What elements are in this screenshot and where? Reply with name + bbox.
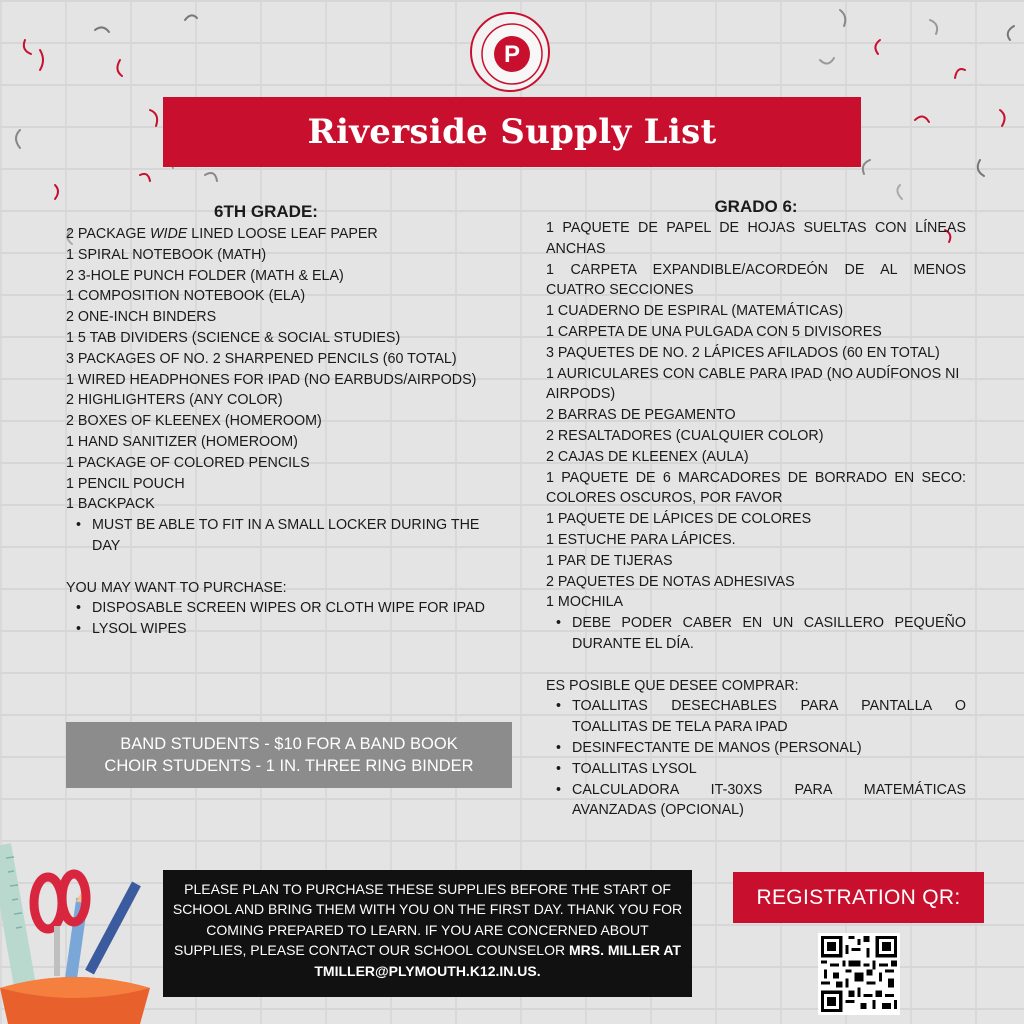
optional-item: • CALCULADORA IT-30XS PARA MATEMÁTICAS AVANZADAS (OPCIONAL) [546,780,966,822]
optional-item: • TOALLITAS LYSOL [546,759,966,780]
spanish-heading: GRADO 6: [714,197,798,216]
list-item: 1 AURICULARES CON CABLE PARA IPAD (NO AUDÍFONOS NI AIRPODS) [546,365,960,403]
choir-line: CHOIR STUDENTS - 1 IN. THREE RING BINDER [104,757,474,775]
school-logo-icon [470,12,550,92]
list-item: 1 PAQUETE DE PAPEL DE HOJAS SUELTAS CON LÍNEAS ANCHAS [546,220,966,257]
notice-text: PLEASE PLAN TO PURCHASE THESE SUPPLIES BEFORE THE START OF SCHOOL AND BRING THEM WITH YOU ON THE FIRST DAY. THANK YOU FOR COMING PREPARED TO LEARN. IF YOU ARE CONCERNED ABOUT SUPPLIES, PLEASE CONTACT OUR SCHOOL COUNSELOR [172,881,683,959]
backpack-note: • MUST BE ABLE TO FIT IN A SMALL LOCKER DURING THE DAY [66,515,486,557]
optional-item: • DESINFECTANTE DE MANOS (PERSONAL) [546,738,966,759]
list-item: 1 PAQUETE DE 6 MARCADORES DE BORRADO EN SECO: COLORES OSCUROS, POR FAVOR [546,469,966,507]
list-item: 2 CAJAS DE KLEENEX (AULA) [546,448,749,465]
list-item: 1 SPIRAL NOTEBOOK (MATH) [66,246,267,263]
list-item: 1 CUADERNO DE ESPIRAL (MATEMÁTICAS) [546,303,844,320]
page-title: Riverside Supply List [307,112,717,152]
list-item: 1 WIRED HEADPHONES FOR IPAD (NO EARBUDS/AIRPODS) [66,371,477,388]
list-item: 2 BOXES OF KLEENEX (HOMEROOM) [66,413,322,430]
title-banner [163,97,861,167]
list-item: 1 PACKAGE OF COLORED PENCILS [66,454,310,471]
optional-heading: ES POSIBLE QUE DESEE COMPRAR: [546,677,799,694]
list-item: 1 PAQUETE DE LÁPICES DE COLORES [546,511,812,528]
list-item: 1 5 TAB DIVIDERS (SCIENCE & SOCIAL STUDIES) [66,329,401,346]
band-line: BAND STUDENTS - $10 FOR A BAND BOOK [120,735,458,753]
backpack-note: • DEBE PODER CABER EN UN CASILLERO PEQUEÑO DURANTE EL DÍA. [546,613,966,655]
list-item: 2 PACKAGE WIDE LINED LOOSE LEAF PAPER [66,226,378,242]
list-item: 1 PENCIL POUCH [66,475,185,492]
school-supplies-cup-icon [0,838,150,1024]
registration-label: REGISTRATION QR: [733,872,984,923]
list-item: 1 PAR DE TIJERAS [546,552,673,569]
optional-item: • DISPOSABLE SCREEN WIPES OR CLOTH WIPE FOR IPAD [66,598,486,619]
optional-heading: YOU MAY WANT TO PURCHASE: [66,579,287,596]
list-item: 1 BACKPACK [66,496,155,513]
list-item: 3 PACKAGES OF NO. 2 SHARPENED PENCILS (60 TOTAL) [66,350,457,367]
list-item: 1 HAND SANITIZER (HOMEROOM) [66,433,298,450]
list-item: 2 PAQUETES DE NOTAS ADHESIVAS [546,573,795,590]
english-heading: 6TH GRADE: [214,202,318,221]
spanish-supply-list [546,196,966,821]
list-item: 2 HIGHLIGHTERS (ANY COLOR) [66,392,283,409]
list-item: 3 PAQUETES DE NO. 2 LÁPICES AFILADOS (60 EN TOTAL) [546,344,940,361]
qr-code-icon[interactable] [818,933,900,1015]
list-item: 2 RESALTADORES (CUALQUIER COLOR) [546,427,824,444]
list-item: 1 CARPETA EXPANDIBLE/ACORDEÓN DE AL MENOS CUATRO SECCIONES [546,261,966,299]
list-item: 2 ONE-INCH BINDERS [66,309,217,326]
list-item: 1 COMPOSITION NOTEBOOK (ELA) [66,288,306,305]
list-item: 1 MOCHILA [546,594,624,611]
counselor-contact: MRS. MILLER AT TMILLER@PLYMOUTH.K12.IN.US. [314,942,681,979]
list-item: 1 ESTUCHE PARA LÁPICES. [546,531,736,548]
optional-item: • LYSOL WIPES [66,619,486,640]
notice-box [163,870,692,997]
list-item: 1 CARPETA DE UNA PULGADA CON 5 DIVISORES [546,323,882,340]
english-supply-list [66,200,486,640]
optional-item: • TOALLITAS DESECHABLES PARA PANTALLA O TOALLITAS DE TELA PARA IPAD [546,696,966,738]
list-item: 2 BARRAS DE PEGAMENTO [546,407,736,424]
svg-text:P: P [503,41,521,68]
band-choir-box [66,722,512,788]
list-item: 2 3-HOLE PUNCH FOLDER (MATH & ELA) [66,267,344,284]
